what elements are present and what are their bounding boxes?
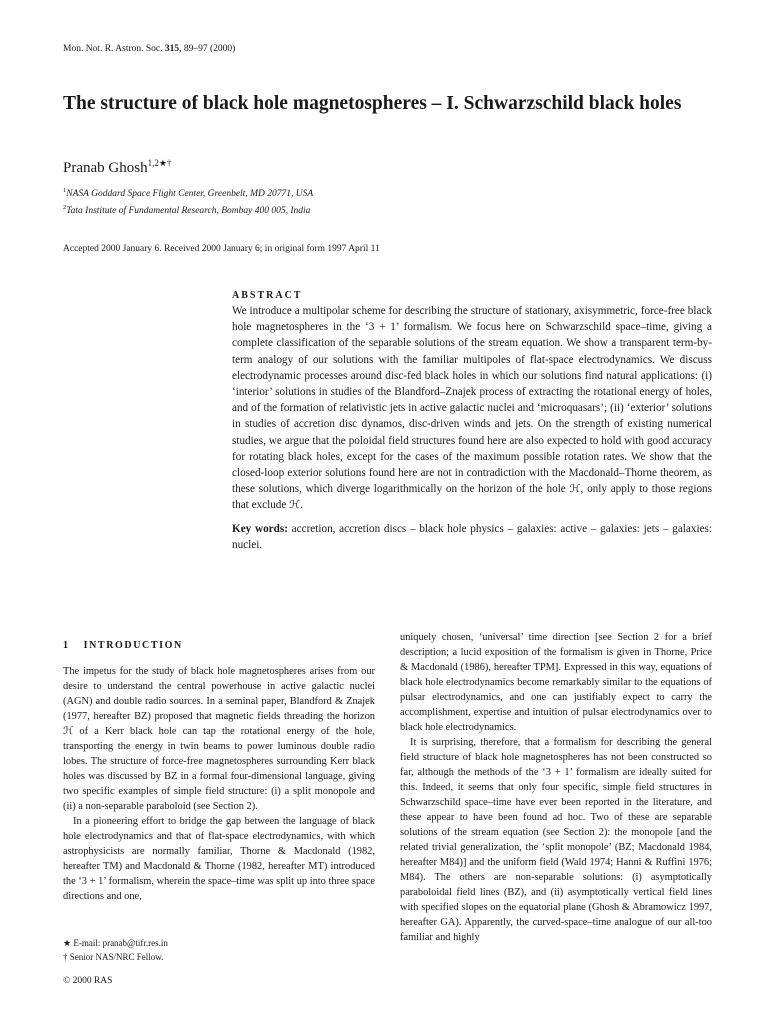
intro-paragraph-2: In a pioneering effort to bridge the gap between the language of black hole electrodynamics and that of flat-space electrodynamics, with which astrophysicists are normally familiar, Thorne & Macdonald (1982, hereafter TM) and Macdonald & Thorne (1982, hereafter MT) introduced the ‘3 + 1’ formalism, wherein the space–time was split up into three space directions and one, [63, 816, 375, 902]
keywords-list: accretion, accretion discs – black hole physics – galaxies: active – galaxies: jets – galaxies: nuclei. [232, 522, 712, 551]
affiliation-2: $^2$Tata Institute of Fundamental Research, Bombay 400 005, India [63, 204, 311, 216]
abstract-heading: ABSTRACT [232, 290, 303, 301]
intro-paragraph-3: uniquely chosen, ‘universal’ time direction [see Section 2 for a brief description; a lucid exposition of the formalism is given in Thorne, Price & Macdonald (1986), hereafter TPM]. Expressed in this way, equations of black hole electrodynamics become remarkably similar to the equations of pulsar electrodynamics, and one can justifiably expect to carry the accomplishment, expertise and intuition of pulsar electrodynamics over to black hole electrodynamics. [400, 632, 712, 733]
affiliation-1: $^1$NASA Goddard Space Flight Center, Greenbelt, MD 20771, USA [63, 187, 314, 199]
journal-citation: Mon. Not. R. Astron. Soc. 315, 89–97 (2000) [63, 44, 236, 54]
section-heading [63, 638, 375, 653]
intro-paragraph-4: It is surprising, therefore, that a formalism for describing the general field structure of black hole magnetospheres has not been constructed so far, although the methods of the ‘3 + 1’ formalism are ideally suited for this. Indeed, it seems that only four specific, simple field structures in Schwarzschild space–time have ever been reported in the literature, and these appear to have been found ad hoc. Two of these are separable solutions of the stream equation (see Section 2): the monopole [and the related trivial generalization, the ‘split monopole’ (BZ; Macdonald 1984, hereafter M84)] and the uniform field (Wald 1974; Hanni & Ruffini 1976; M84). The others are non-separable solutions: (i) asymptotically paraboloidal field lines (BZ), and (ii) asymptotically vertical field lines with specified slopes on the equatorial plane (Ghosh & Abramowicz 1997, hereafter GA). Apparently, the curved-space–time analogue of our all-too familiar and highly [400, 737, 712, 943]
keywords-label: Key words: [232, 522, 288, 535]
footnote-fellow: † Senior NAS/NRC Fellow. [63, 952, 164, 962]
author-marks: 1,2★† [147, 158, 172, 168]
intro-paragraph-1: The impetus for the study of black hole magnetospheres arises from our desire to understand the central powerhouse in active galactic nuclei (AGN) and double radio sources. In a seminal paper, Blandford & Znajek (1977, hereafter BZ) proposed that magnetic fields threading the horizon ℋ of a Kerr black hole can tap the rotational energy of the hole, transporting the energy in twin beams to power luminous double radio lobes. The structure of force-free magnetospheres surrounding Kerr black holes was discussed by BZ in a formal four-dimensional language, giving two specific examples of simple field structure: (i) a split monopole and (ii) a non-separable paraboloid (see Section 2). [63, 666, 375, 812]
footnote-email: ★ E-mail: pranab@tifr.res.in [63, 938, 168, 948]
author-line [63, 158, 171, 177]
right-column [400, 630, 712, 945]
affiliations [63, 184, 313, 218]
abstract-body: We introduce a multipolar scheme for describing the structure of stationary, axisymmetric, force-free black hole magnetospheres in the ‘3 + 1’ formalism. We focus here on Schwarzschild space–time, giving a complete classification of the separable solutions of the stream equation. We show a transparent term-by-term analogy of our solutions with the familiar multipoles of flat-space electrodynamics. We discuss electrodynamic processes around disc-fed black holes in which our solutions find natural applications: (i) ‘interior’ solutions in studies of the Blandford–Znajek process of extracting the rotational energy of holes, and of the formation of relativistic jets in active galactic nuclei and ‘microquasars’; (ii) ‘exterior’ solutions in studies of accretion disc dynamos, disc-driven winds and jets. On the strength of existing numerical studies, we argue that the poloidal field structures found here are also expected to hold with good accuracy for rotating black holes, except for the cases of the maximum possible rotation rates. We show that the closed-loop exterior solutions found here are not in contradiction with the Macdonald–Thorne theorem, as these solutions, which diverge logarithmically on the horizon of the hole ℋ, only apply to those regions that exclude ℋ. [232, 305, 712, 512]
paper-title: The structure of black hole magnetospheres – I. Schwarzschild black holes [63, 93, 682, 114]
footnotes [63, 936, 168, 964]
abstract [232, 289, 712, 553]
section-title: INTRODUCTION [83, 640, 183, 651]
author-name: Pranab Ghosh [63, 160, 148, 176]
volume-number: 315 [164, 44, 180, 54]
submission-dates: Accepted 2000 January 6. Received 2000 January 6; in original form 1997 April 11 [63, 244, 380, 254]
keywords [232, 521, 712, 553]
copyright: © 2000 RAS [63, 976, 113, 986]
left-column [63, 634, 375, 904]
section-number: 1 [63, 640, 70, 651]
